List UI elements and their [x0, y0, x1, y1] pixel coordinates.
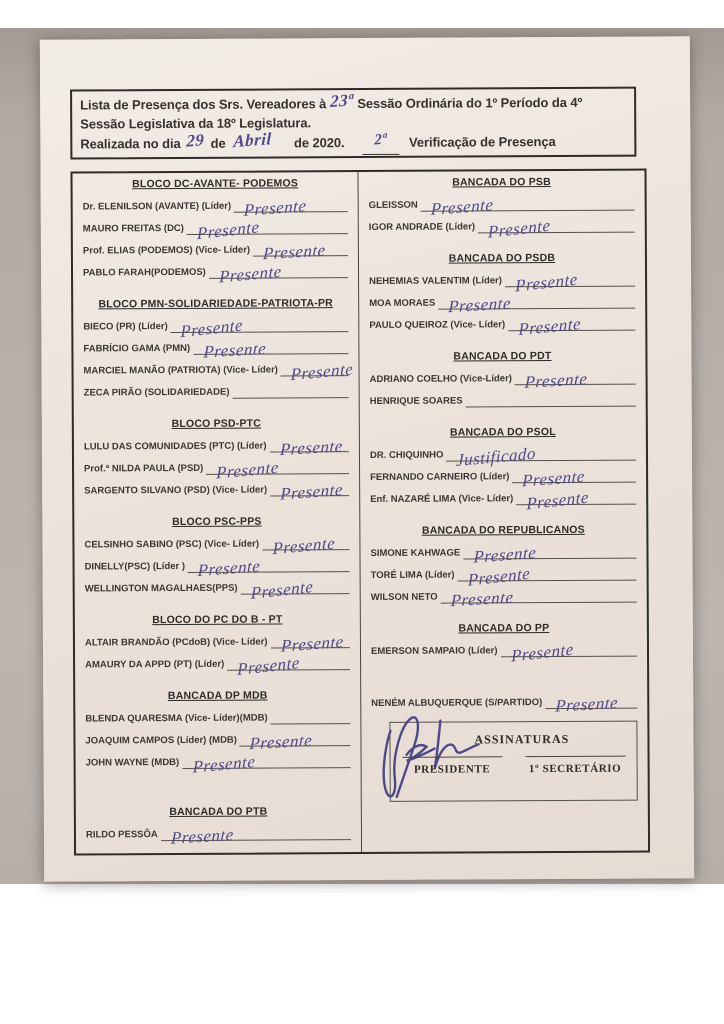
signature-line — [188, 549, 350, 581]
handwritten-value: Presente — [447, 293, 512, 317]
member-row — [370, 581, 637, 611]
handwritten-value: Presente — [280, 631, 344, 656]
member-name: TORÉ LIMA (Líder) — [370, 569, 455, 581]
member-row — [84, 572, 350, 603]
signatures-title: ASSINATURAS — [474, 731, 570, 747]
signature-line — [270, 473, 349, 504]
member-name: DR. CHIQUINHO — [369, 449, 444, 461]
handwritten-value: Presente — [197, 217, 260, 244]
member-row — [370, 635, 637, 666]
signature-line — [508, 308, 635, 339]
party-section — [83, 416, 349, 504]
signatures-box — [389, 721, 637, 802]
party-section — [85, 688, 350, 777]
signature-line — [240, 723, 351, 754]
signature-line — [270, 625, 350, 656]
member-row — [370, 537, 636, 567]
member-name: LULU DAS COMUNIDADES (PTC) (Líder) — [83, 440, 267, 453]
member-row — [369, 287, 635, 317]
signature-line — [457, 558, 636, 590]
handwritten-value: Presente — [249, 730, 314, 754]
handwritten-value: Presente — [430, 195, 494, 219]
handwritten-value: Presente — [272, 533, 335, 559]
signature-line — [253, 233, 348, 264]
member-row — [371, 687, 637, 716]
handwritten-value: Presente — [237, 653, 300, 680]
header-box — [70, 87, 636, 160]
party-section — [82, 176, 349, 287]
member-name: NEHEMIAS VALENTIM (Líder) — [369, 275, 502, 287]
member-name: PABLO FARAH(PODEMOS) — [82, 266, 206, 279]
signature-line — [463, 536, 636, 567]
handwritten-value: Presente — [243, 196, 308, 220]
secretary-cell — [514, 756, 637, 778]
signature-line — [182, 745, 351, 777]
handwritten-verification-number: 2ª — [374, 130, 388, 149]
signature-line — [161, 817, 351, 848]
member-row — [368, 189, 635, 219]
member-row — [83, 310, 348, 342]
signature-line — [232, 375, 348, 399]
member-name: JOAQUIM CAMPOS (Líder) (MDB) — [85, 734, 237, 747]
header-line3-prefix: Realizada no dia — [80, 135, 181, 152]
handwritten-value: Presente — [554, 693, 619, 716]
signature-line — [421, 188, 635, 219]
handwritten-value: Presente — [192, 751, 256, 777]
party-section — [371, 687, 637, 716]
section-title: BLOCO PSC-PPS — [172, 515, 262, 529]
member-name: Prof. ELIAS (PODEMOS) (Vice- Líder) — [82, 244, 251, 257]
party-section — [369, 251, 635, 339]
party-section — [84, 514, 349, 603]
member-name: Prof.ª NILDA PAULA (PSD) — [84, 462, 204, 475]
member-row — [369, 265, 635, 296]
member-name: AMAURY DA APPD (PT) (Líder) — [85, 658, 225, 671]
member-row — [82, 212, 348, 244]
member-row — [369, 363, 636, 392]
member-name: IGOR ANDRADE (Líder) — [368, 221, 476, 233]
member-row — [84, 528, 349, 559]
section-title: BLOCO DC-AVANTE- PODEMOS — [132, 177, 299, 191]
member-name: FABRÍCIO GAMA (PMN) — [83, 342, 191, 355]
member-name: WILSON NETO — [370, 591, 438, 603]
signature-line — [234, 189, 348, 220]
member-row — [370, 559, 637, 590]
member-row — [370, 385, 636, 408]
member-row — [85, 724, 350, 754]
header-line3-mid1: de — [210, 135, 226, 151]
party-section — [83, 296, 354, 399]
member-name: PAULO QUEIROZ (Vice- Líder) — [369, 319, 506, 331]
handwritten-value: Presente — [170, 825, 235, 848]
secretary-signature-line — [525, 756, 625, 758]
handwritten-value: Presente — [262, 240, 327, 264]
signature-line — [240, 571, 349, 603]
member-row — [84, 452, 349, 483]
section-title: BANCADA DO PDT — [453, 350, 552, 363]
member-name: EMERSON SAMPAIO (Líder) — [370, 645, 498, 657]
member-name: Dr. ELENILSON (AVANTE) (Líder) — [82, 200, 232, 213]
secretary-label: 1º SECRETÁRIO — [528, 762, 622, 776]
section-title: BLOCO DO PC DO B - PT — [152, 613, 283, 627]
member-row — [82, 190, 348, 220]
handwritten-value: Presente — [216, 457, 280, 483]
president-signature-line — [402, 756, 502, 758]
member-name: ALTAIR BRANDÃO (PCdoB) (Vice- Líder) — [84, 636, 268, 649]
handwritten-value: Presente — [522, 466, 586, 491]
member-name: Enf. NAZARÉ LIMA (Vice- Líder) — [370, 493, 514, 505]
signature-line — [269, 429, 349, 460]
signature-line — [187, 211, 348, 244]
party-section — [370, 621, 637, 666]
handwritten-value: Presente — [250, 576, 314, 603]
handwritten-value: Presente — [279, 436, 343, 460]
member-name: BIECO (PR) (Líder) — [83, 321, 168, 333]
member-name: ADRIANO COELHO (Vice-Líder) — [369, 373, 512, 385]
signature-line — [500, 634, 637, 666]
member-name: GLEISSON — [368, 199, 418, 211]
handwritten-value: Presente — [180, 315, 244, 342]
handwritten-value: Justificado — [456, 443, 537, 471]
attendance-table — [70, 169, 650, 856]
member-row — [84, 376, 349, 399]
section-title: BANCADA DO PSDB — [448, 252, 556, 265]
document-page — [40, 36, 694, 881]
member-row — [82, 256, 348, 287]
left-column — [73, 172, 363, 853]
handwritten-session-number: 23ª — [329, 90, 354, 112]
signature-line — [271, 701, 351, 724]
member-row — [83, 430, 349, 460]
president-signature — [376, 696, 487, 807]
member-name: MARCIEL MANÃO (PATRIOTA) (Vice- Líder) — [83, 364, 278, 377]
party-section — [368, 175, 635, 242]
party-section — [85, 804, 351, 848]
header-line3-suffix: Verificação de Presença — [408, 133, 556, 150]
signature-line — [281, 353, 354, 385]
handwritten-value: Presente — [526, 487, 589, 514]
section-title: BANCADA DO PSOL — [449, 426, 556, 439]
member-name: CELSINHO SABINO (PSC) (Vice- Líder) — [84, 538, 260, 551]
header-line-1 — [80, 90, 626, 116]
member-name: SIMONE KAHWAGE — [370, 547, 461, 559]
section-title: BANCADA DO PSB — [452, 176, 551, 189]
signature-line — [446, 438, 636, 471]
member-name: WELLINGTON MAGALHAES(PPS) — [84, 582, 238, 595]
section-title: BLOCO PSD-PTC — [171, 417, 262, 431]
header-line-3 — [80, 128, 626, 156]
president-label: PRESIDENTE — [413, 763, 491, 776]
signature-line — [206, 451, 349, 483]
signature-line — [171, 309, 349, 342]
member-row — [85, 648, 350, 680]
right-column — [358, 171, 648, 852]
member-row — [84, 474, 349, 504]
signature-line — [262, 527, 350, 559]
header-line3-mid2: de 2020. — [293, 134, 345, 151]
member-name: DINELLY(PSC) (Líder ) — [84, 560, 186, 573]
member-name: MAURO FREITAS (DC) — [82, 222, 184, 235]
president-cell — [391, 756, 514, 778]
signature-line — [438, 286, 635, 317]
signature-line — [440, 580, 636, 611]
member-name: BLENDA QUARESMA (Vice- Líder)(MDB) — [85, 712, 268, 725]
member-name: FERNANDO CARNEIRO (Líder) — [370, 471, 510, 483]
verification-underline — [362, 130, 399, 155]
member-row — [83, 332, 348, 362]
header-line1-suffix: Sessão Ordinária do 1º Período da 4º — [357, 94, 583, 112]
signature-line — [478, 210, 635, 242]
member-name: NENÉM ALBUQUERQUE (S/PARTIDO) — [371, 697, 543, 709]
handwritten-value: Presente — [488, 215, 551, 242]
signature-labels-row — [391, 756, 637, 778]
member-row — [369, 309, 635, 339]
member-row — [85, 818, 351, 848]
handwritten-value: Presente — [197, 556, 262, 581]
member-row — [370, 461, 636, 491]
member-name: MOA MORAES — [369, 297, 436, 309]
member-row — [85, 702, 350, 725]
handwritten-value: Presente — [290, 359, 354, 385]
handwritten-value: Presente — [518, 314, 581, 339]
handwritten-value: Presente — [524, 369, 589, 392]
signature-line — [505, 264, 635, 296]
party-section — [369, 425, 636, 514]
handwritten-value: Presente — [218, 261, 282, 287]
section-title: BANCADA DO PP — [458, 622, 550, 635]
member-name: ZECA PIRÃO (SOLIDARIEDADE) — [83, 386, 230, 399]
photo-background — [0, 28, 724, 884]
signature-line — [515, 362, 636, 392]
section-title: BANCADA DO REPUBLICANOS — [421, 523, 585, 537]
signature-line — [545, 686, 637, 716]
party-section — [369, 349, 635, 408]
signature-line — [466, 384, 636, 408]
handwritten-value: Presente — [450, 587, 514, 611]
signature-line — [209, 255, 348, 287]
member-name: SARGENTO SILVANO (PSD) (Vice- Líder) — [84, 484, 268, 497]
party-section — [370, 523, 636, 611]
member-name: JOHN WAYNE (MDB) — [85, 756, 180, 769]
member-row — [83, 354, 354, 385]
section-title: BLOCO PMN-SOLIDARIEDADE-PATRIOTA-PR — [98, 297, 333, 311]
signature-line — [193, 331, 348, 362]
handwritten-value: Presente — [510, 639, 574, 666]
header-line-2: Sessão Legislativa da 18º Legislatura. — [80, 115, 312, 132]
signature-line — [516, 482, 636, 514]
member-row — [370, 483, 636, 514]
handwritten-value: Presente — [473, 542, 537, 567]
handwritten-month: Abril — [233, 128, 273, 151]
handwritten-day: 29 — [186, 129, 205, 151]
member-row — [369, 439, 636, 471]
member-row — [82, 234, 348, 264]
member-row — [85, 746, 351, 777]
handwritten-value: Presente — [202, 338, 267, 362]
party-section — [84, 612, 350, 680]
member-row — [84, 626, 350, 656]
handwritten-value: Presente — [467, 563, 531, 590]
section-title: BANCADA DP MDB — [167, 689, 268, 703]
section-title: BANCADA DO PTB — [169, 805, 268, 819]
member-name: RILDO PESSÔA — [85, 829, 158, 841]
header-line1-prefix: Lista de Presença dos Srs. Vereadores à — [80, 96, 327, 113]
member-row — [84, 550, 349, 581]
handwritten-value: Presente — [515, 269, 578, 296]
member-name: HENRIQUE SOARES — [369, 395, 463, 407]
handwritten-value: Presente — [279, 479, 344, 504]
signature-line — [512, 460, 636, 491]
signature-line — [227, 647, 350, 680]
member-row — [368, 211, 635, 242]
